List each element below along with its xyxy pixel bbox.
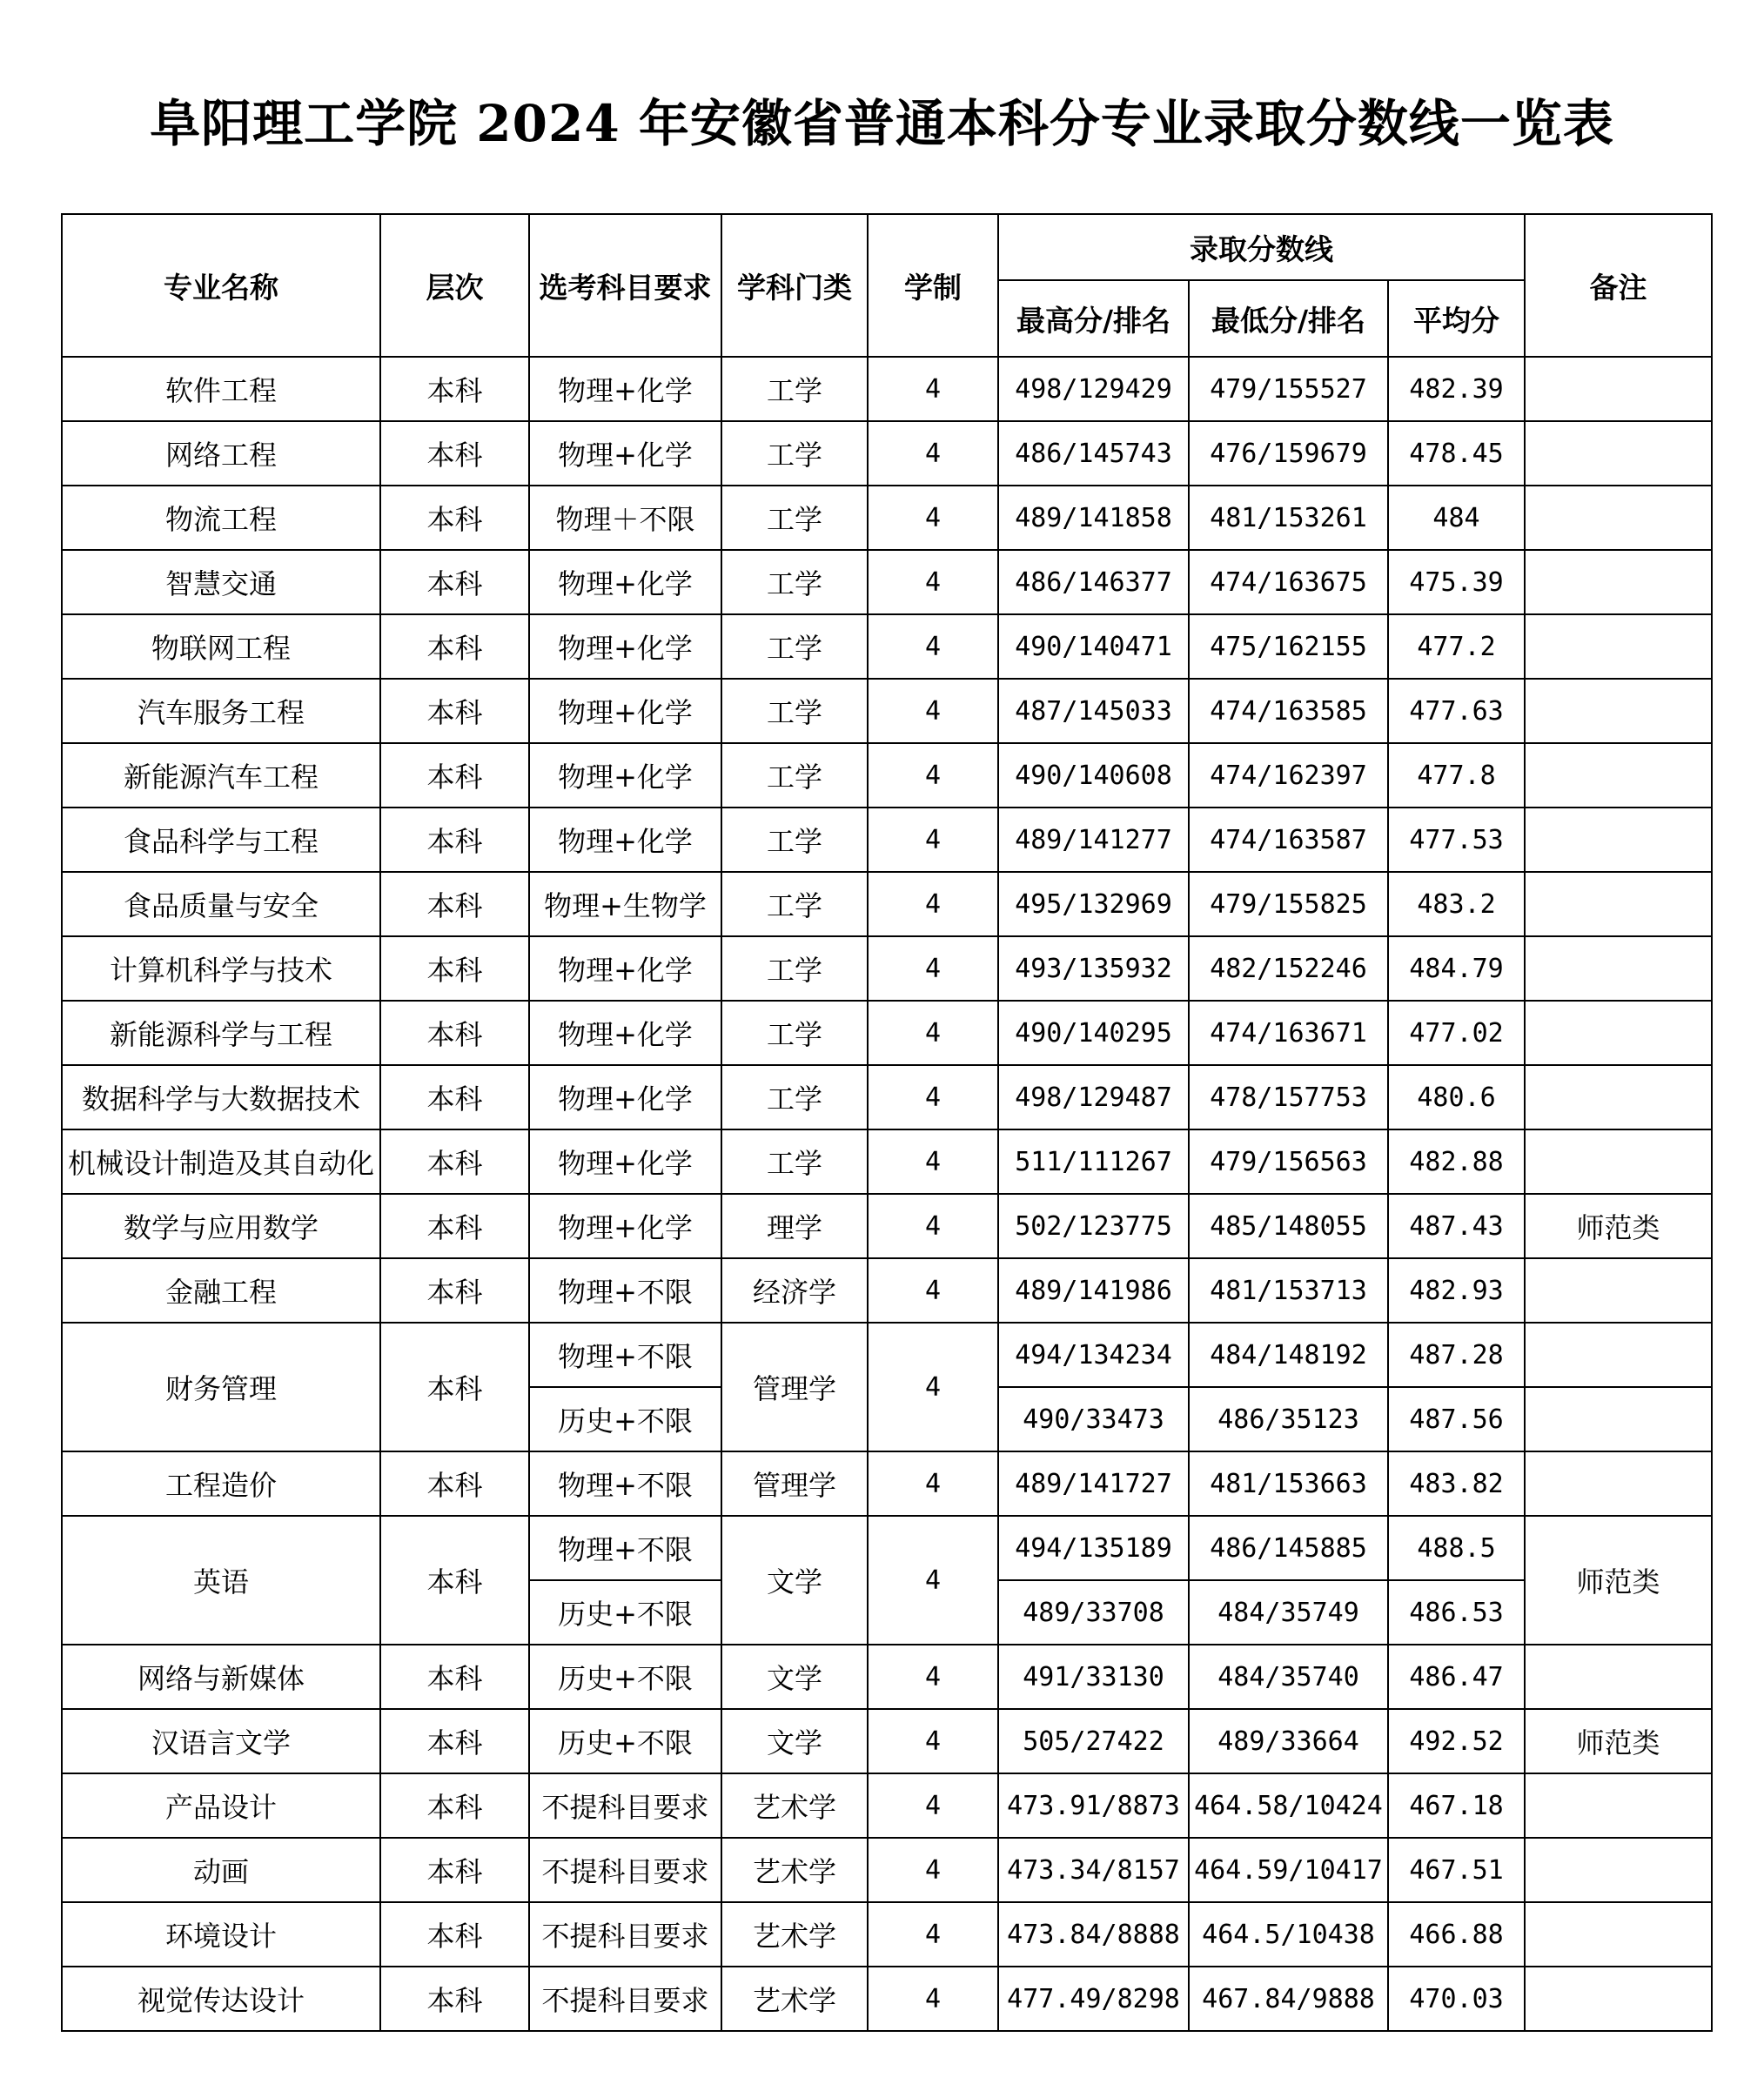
cell-min-score: 476/159679 bbox=[1189, 421, 1388, 486]
cell-category: 工学 bbox=[721, 808, 868, 872]
header-level: 层次 bbox=[380, 214, 529, 357]
cell-subject-requirement: 物理+化学 bbox=[529, 421, 721, 486]
cell-max-score: 477.49/8298 bbox=[998, 1967, 1189, 2031]
cell-duration: 4 bbox=[868, 1001, 998, 1065]
cell-min-score: 478/157753 bbox=[1189, 1065, 1388, 1129]
cell-min-score: 481/153261 bbox=[1189, 486, 1388, 550]
header-score-line: 录取分数线 bbox=[998, 214, 1525, 280]
cell-major: 汽车服务工程 bbox=[62, 679, 380, 743]
cell-subject-requirement: 物理+化学 bbox=[529, 357, 721, 421]
cell-min-score: 479/156563 bbox=[1189, 1129, 1388, 1194]
cell-subject-requirement: 物理＋不限 bbox=[529, 486, 721, 550]
cell-major: 环境设计 bbox=[62, 1902, 380, 1967]
cell-level: 本科 bbox=[380, 1194, 529, 1258]
cell-subject-requirement: 物理+不限 bbox=[529, 1323, 721, 1387]
cell-duration: 4 bbox=[868, 743, 998, 808]
cell-max-score: 473.84/8888 bbox=[998, 1902, 1189, 1967]
cell-min-score: 474/163585 bbox=[1189, 679, 1388, 743]
cell-min-score: 474/162397 bbox=[1189, 743, 1388, 808]
cell-level: 本科 bbox=[380, 1773, 529, 1838]
cell-note bbox=[1525, 808, 1712, 872]
cell-level: 本科 bbox=[380, 1838, 529, 1902]
cell-max-score: 489/141277 bbox=[998, 808, 1189, 872]
cell-max-score: 490/140471 bbox=[998, 614, 1189, 679]
cell-major: 软件工程 bbox=[62, 357, 380, 421]
cell-major: 新能源汽车工程 bbox=[62, 743, 380, 808]
cell-note: 师范类 bbox=[1525, 1709, 1712, 1773]
table-row bbox=[62, 1001, 1712, 1065]
cell-category: 艺术学 bbox=[721, 1902, 868, 1967]
cell-avg-score: 477.8 bbox=[1388, 743, 1525, 808]
header-duration: 学制 bbox=[868, 214, 998, 357]
cell-note bbox=[1525, 1001, 1712, 1065]
header-major: 专业名称 bbox=[62, 214, 380, 357]
cell-duration: 4 bbox=[868, 1645, 998, 1709]
cell-category: 工学 bbox=[721, 357, 868, 421]
cell-level: 本科 bbox=[380, 1065, 529, 1129]
cell-level: 本科 bbox=[380, 679, 529, 743]
cell-category: 工学 bbox=[721, 1001, 868, 1065]
table-row bbox=[62, 1129, 1712, 1194]
cell-duration: 4 bbox=[868, 1065, 998, 1129]
cell-subject-requirement: 物理+化学 bbox=[529, 550, 721, 614]
cell-note bbox=[1525, 1323, 1712, 1387]
header-note: 备注 bbox=[1525, 214, 1712, 357]
cell-min-score: 484/35749 bbox=[1189, 1580, 1388, 1645]
cell-min-score: 475/162155 bbox=[1189, 614, 1388, 679]
cell-level: 本科 bbox=[380, 1516, 529, 1645]
cell-avg-score: 477.2 bbox=[1388, 614, 1525, 679]
cell-note bbox=[1525, 936, 1712, 1001]
cell-min-score: 479/155527 bbox=[1189, 357, 1388, 421]
cell-duration: 4 bbox=[868, 357, 998, 421]
cell-max-score: 498/129487 bbox=[998, 1065, 1189, 1129]
cell-category: 工学 bbox=[721, 614, 868, 679]
cell-note bbox=[1525, 550, 1712, 614]
cell-max-score: 494/135189 bbox=[998, 1516, 1189, 1580]
cell-duration: 4 bbox=[868, 1967, 998, 2031]
cell-avg-score: 478.45 bbox=[1388, 421, 1525, 486]
cell-note bbox=[1525, 357, 1712, 421]
table-row bbox=[62, 679, 1712, 743]
table-body bbox=[62, 357, 1712, 2031]
table-row bbox=[62, 1838, 1712, 1902]
cell-max-score: 494/134234 bbox=[998, 1323, 1189, 1387]
cell-subject-requirement: 物理+化学 bbox=[529, 1129, 721, 1194]
table-row bbox=[62, 1451, 1712, 1516]
cell-subject-requirement: 物理+化学 bbox=[529, 679, 721, 743]
cell-max-score: 490/140295 bbox=[998, 1001, 1189, 1065]
table-row bbox=[62, 1645, 1712, 1709]
cell-max-score: 505/27422 bbox=[998, 1709, 1189, 1773]
cell-level: 本科 bbox=[380, 1129, 529, 1194]
cell-max-score: 498/129429 bbox=[998, 357, 1189, 421]
cell-max-score: 495/132969 bbox=[998, 872, 1189, 936]
cell-min-score: 489/33664 bbox=[1189, 1709, 1388, 1773]
cell-level: 本科 bbox=[380, 1645, 529, 1709]
cell-duration: 4 bbox=[868, 1838, 998, 1902]
cell-subject-requirement: 物理+化学 bbox=[529, 614, 721, 679]
cell-avg-score: 477.63 bbox=[1388, 679, 1525, 743]
cell-max-score: 489/141986 bbox=[998, 1258, 1189, 1323]
cell-subject-requirement: 物理+生物学 bbox=[529, 872, 721, 936]
table-row bbox=[62, 1065, 1712, 1129]
header-max-score: 最高分/排名 bbox=[998, 280, 1189, 357]
table-row bbox=[62, 614, 1712, 679]
cell-major: 数学与应用数学 bbox=[62, 1194, 380, 1258]
cell-category: 文学 bbox=[721, 1645, 868, 1709]
table-row bbox=[62, 936, 1712, 1001]
cell-note bbox=[1525, 1902, 1712, 1967]
cell-category: 管理学 bbox=[721, 1323, 868, 1451]
cell-avg-score: 484.79 bbox=[1388, 936, 1525, 1001]
cell-min-score: 467.84/9888 bbox=[1189, 1967, 1388, 2031]
cell-max-score: 473.91/8873 bbox=[998, 1773, 1189, 1838]
cell-subject-requirement: 物理+化学 bbox=[529, 1001, 721, 1065]
cell-max-score: 490/33473 bbox=[998, 1387, 1189, 1451]
table-row bbox=[62, 1323, 1712, 1387]
header-avg-score: 平均分 bbox=[1388, 280, 1525, 357]
cell-duration: 4 bbox=[868, 1129, 998, 1194]
cell-min-score: 486/145885 bbox=[1189, 1516, 1388, 1580]
cell-duration: 4 bbox=[868, 1194, 998, 1258]
cell-subject-requirement: 物理+不限 bbox=[529, 1516, 721, 1580]
table-row bbox=[62, 1709, 1712, 1773]
cell-avg-score: 487.56 bbox=[1388, 1387, 1525, 1451]
cell-category: 管理学 bbox=[721, 1451, 868, 1516]
cell-min-score: 464.5/10438 bbox=[1189, 1902, 1388, 1967]
cell-min-score: 481/153713 bbox=[1189, 1258, 1388, 1323]
cell-min-score: 482/152246 bbox=[1189, 936, 1388, 1001]
cell-duration: 4 bbox=[868, 872, 998, 936]
cell-level: 本科 bbox=[380, 1967, 529, 2031]
cell-category: 文学 bbox=[721, 1709, 868, 1773]
cell-note: 师范类 bbox=[1525, 1194, 1712, 1258]
table-row bbox=[62, 743, 1712, 808]
cell-major: 机械设计制造及其自动化 bbox=[62, 1129, 380, 1194]
cell-min-score: 464.59/10417 bbox=[1189, 1838, 1388, 1902]
cell-category: 工学 bbox=[721, 936, 868, 1001]
cell-level: 本科 bbox=[380, 1001, 529, 1065]
cell-note bbox=[1525, 1967, 1712, 2031]
cell-min-score: 474/163675 bbox=[1189, 550, 1388, 614]
cell-duration: 4 bbox=[868, 614, 998, 679]
cell-major: 汉语言文学 bbox=[62, 1709, 380, 1773]
cell-subject-requirement: 不提科目要求 bbox=[529, 1773, 721, 1838]
cell-note bbox=[1525, 1065, 1712, 1129]
table-row bbox=[62, 1773, 1712, 1838]
cell-min-score: 481/153663 bbox=[1189, 1451, 1388, 1516]
cell-note bbox=[1525, 614, 1712, 679]
cell-note bbox=[1525, 1773, 1712, 1838]
cell-note bbox=[1525, 1451, 1712, 1516]
cell-avg-score: 483.2 bbox=[1388, 872, 1525, 936]
cell-max-score: 489/141858 bbox=[998, 486, 1189, 550]
cell-category: 工学 bbox=[721, 550, 868, 614]
cell-avg-score: 475.39 bbox=[1388, 550, 1525, 614]
cell-major: 食品科学与工程 bbox=[62, 808, 380, 872]
page-title: 阜阳理工学院 2024 年安徽省普通本科分专业录取分数线一览表 bbox=[150, 94, 1614, 153]
cell-note bbox=[1525, 1645, 1712, 1709]
cell-level: 本科 bbox=[380, 808, 529, 872]
cell-note bbox=[1525, 1258, 1712, 1323]
table-header bbox=[62, 214, 1712, 357]
cell-max-score: 489/141727 bbox=[998, 1451, 1189, 1516]
cell-duration: 4 bbox=[868, 486, 998, 550]
cell-major: 计算机科学与技术 bbox=[62, 936, 380, 1001]
cell-level: 本科 bbox=[380, 743, 529, 808]
cell-duration: 4 bbox=[868, 1516, 998, 1645]
cell-avg-score: 466.88 bbox=[1388, 1902, 1525, 1967]
cell-max-score: 491/33130 bbox=[998, 1645, 1189, 1709]
cell-duration: 4 bbox=[868, 1323, 998, 1451]
cell-level: 本科 bbox=[380, 936, 529, 1001]
cell-subject-requirement: 不提科目要求 bbox=[529, 1967, 721, 2031]
cell-category: 文学 bbox=[721, 1516, 868, 1645]
cell-min-score: 479/155825 bbox=[1189, 872, 1388, 936]
cell-note bbox=[1525, 421, 1712, 486]
table-row bbox=[62, 421, 1712, 486]
cell-major: 财务管理 bbox=[62, 1323, 380, 1451]
cell-duration: 4 bbox=[868, 1709, 998, 1773]
cell-avg-score: 467.18 bbox=[1388, 1773, 1525, 1838]
table-row bbox=[62, 872, 1712, 936]
cell-min-score: 474/163671 bbox=[1189, 1001, 1388, 1065]
cell-major: 物联网工程 bbox=[62, 614, 380, 679]
cell-level: 本科 bbox=[380, 421, 529, 486]
cell-major: 食品质量与安全 bbox=[62, 872, 380, 936]
table-row bbox=[62, 1902, 1712, 1967]
cell-duration: 4 bbox=[868, 1773, 998, 1838]
cell-note bbox=[1525, 1387, 1712, 1451]
cell-major: 金融工程 bbox=[62, 1258, 380, 1323]
cell-level: 本科 bbox=[380, 1902, 529, 1967]
cell-avg-score: 482.93 bbox=[1388, 1258, 1525, 1323]
cell-max-score: 490/140608 bbox=[998, 743, 1189, 808]
cell-avg-score: 487.28 bbox=[1388, 1323, 1525, 1387]
cell-note: 师范类 bbox=[1525, 1516, 1712, 1645]
table-row bbox=[62, 1516, 1712, 1580]
cell-avg-score: 477.53 bbox=[1388, 808, 1525, 872]
cell-avg-score: 492.52 bbox=[1388, 1709, 1525, 1773]
table-row bbox=[62, 486, 1712, 550]
cell-major: 网络工程 bbox=[62, 421, 380, 486]
cell-avg-score: 486.47 bbox=[1388, 1645, 1525, 1709]
cell-avg-score: 477.02 bbox=[1388, 1001, 1525, 1065]
cell-note bbox=[1525, 486, 1712, 550]
cell-category: 工学 bbox=[721, 421, 868, 486]
cell-note bbox=[1525, 743, 1712, 808]
cell-category: 工学 bbox=[721, 1129, 868, 1194]
cell-duration: 4 bbox=[868, 1258, 998, 1323]
cell-subject-requirement: 物理+化学 bbox=[529, 1065, 721, 1129]
cell-major: 网络与新媒体 bbox=[62, 1645, 380, 1709]
cell-subject-requirement: 物理+化学 bbox=[529, 743, 721, 808]
cell-min-score: 485/148055 bbox=[1189, 1194, 1388, 1258]
cell-duration: 4 bbox=[868, 550, 998, 614]
cell-category: 艺术学 bbox=[721, 1773, 868, 1838]
cell-major: 工程造价 bbox=[62, 1451, 380, 1516]
cell-level: 本科 bbox=[380, 357, 529, 421]
cell-category: 艺术学 bbox=[721, 1838, 868, 1902]
cell-major: 新能源科学与工程 bbox=[62, 1001, 380, 1065]
cell-avg-score: 487.43 bbox=[1388, 1194, 1525, 1258]
cell-subject-requirement: 物理+化学 bbox=[529, 808, 721, 872]
header-category: 学科门类 bbox=[721, 214, 868, 357]
cell-major: 动画 bbox=[62, 1838, 380, 1902]
table-row bbox=[62, 808, 1712, 872]
header-subject-requirement: 选考科目要求 bbox=[529, 214, 721, 357]
table-row bbox=[62, 1194, 1712, 1258]
cell-category: 经济学 bbox=[721, 1258, 868, 1323]
cell-note bbox=[1525, 679, 1712, 743]
table-row bbox=[62, 1967, 1712, 2031]
cell-major: 智慧交通 bbox=[62, 550, 380, 614]
cell-duration: 4 bbox=[868, 1902, 998, 1967]
cell-level: 本科 bbox=[380, 486, 529, 550]
cell-level: 本科 bbox=[380, 1709, 529, 1773]
cell-subject-requirement: 物理+化学 bbox=[529, 936, 721, 1001]
cell-max-score: 511/111267 bbox=[998, 1129, 1189, 1194]
cell-major: 数据科学与大数据技术 bbox=[62, 1065, 380, 1129]
cell-duration: 4 bbox=[868, 1451, 998, 1516]
cell-avg-score: 486.53 bbox=[1388, 1580, 1525, 1645]
cell-max-score: 473.34/8157 bbox=[998, 1838, 1189, 1902]
cell-level: 本科 bbox=[380, 1323, 529, 1451]
cell-note bbox=[1525, 872, 1712, 936]
cell-max-score: 489/33708 bbox=[998, 1580, 1189, 1645]
cell-category: 工学 bbox=[721, 872, 868, 936]
cell-avg-score: 484 bbox=[1388, 486, 1525, 550]
table-row bbox=[62, 357, 1712, 421]
cell-category: 工学 bbox=[721, 743, 868, 808]
cell-duration: 4 bbox=[868, 421, 998, 486]
cell-duration: 4 bbox=[868, 808, 998, 872]
cell-major: 产品设计 bbox=[62, 1773, 380, 1838]
cell-subject-requirement: 历史+不限 bbox=[529, 1387, 721, 1451]
cell-level: 本科 bbox=[380, 550, 529, 614]
cell-category: 艺术学 bbox=[721, 1967, 868, 2031]
cell-subject-requirement: 历史+不限 bbox=[529, 1645, 721, 1709]
cell-duration: 4 bbox=[868, 936, 998, 1001]
cell-major: 物流工程 bbox=[62, 486, 380, 550]
cell-min-score: 486/35123 bbox=[1189, 1387, 1388, 1451]
cell-max-score: 493/135932 bbox=[998, 936, 1189, 1001]
cell-subject-requirement: 物理+不限 bbox=[529, 1258, 721, 1323]
header-min-score: 最低分/排名 bbox=[1189, 280, 1388, 357]
admission-score-table bbox=[61, 213, 1713, 2032]
cell-max-score: 486/146377 bbox=[998, 550, 1189, 614]
cell-note bbox=[1525, 1129, 1712, 1194]
cell-avg-score: 482.88 bbox=[1388, 1129, 1525, 1194]
cell-category: 工学 bbox=[721, 1065, 868, 1129]
cell-min-score: 484/148192 bbox=[1189, 1323, 1388, 1387]
cell-category: 工学 bbox=[721, 679, 868, 743]
cell-avg-score: 470.03 bbox=[1388, 1967, 1525, 2031]
cell-min-score: 484/35740 bbox=[1189, 1645, 1388, 1709]
cell-category: 理学 bbox=[721, 1194, 868, 1258]
cell-subject-requirement: 不提科目要求 bbox=[529, 1902, 721, 1967]
cell-level: 本科 bbox=[380, 614, 529, 679]
cell-major: 英语 bbox=[62, 1516, 380, 1645]
cell-level: 本科 bbox=[380, 1451, 529, 1516]
cell-subject-requirement: 历史+不限 bbox=[529, 1580, 721, 1645]
cell-duration: 4 bbox=[868, 679, 998, 743]
cell-max-score: 486/145743 bbox=[998, 421, 1189, 486]
cell-max-score: 487/145033 bbox=[998, 679, 1189, 743]
cell-min-score: 464.58/10424 bbox=[1189, 1773, 1388, 1838]
cell-major: 视觉传达设计 bbox=[62, 1967, 380, 2031]
table-row bbox=[62, 550, 1712, 614]
table-row bbox=[62, 1258, 1712, 1323]
cell-level: 本科 bbox=[380, 872, 529, 936]
cell-max-score: 502/123775 bbox=[998, 1194, 1189, 1258]
cell-min-score: 474/163587 bbox=[1189, 808, 1388, 872]
cell-avg-score: 482.39 bbox=[1388, 357, 1525, 421]
cell-avg-score: 480.6 bbox=[1388, 1065, 1525, 1129]
cell-note bbox=[1525, 1838, 1712, 1902]
cell-subject-requirement: 历史+不限 bbox=[529, 1709, 721, 1773]
cell-subject-requirement: 物理+不限 bbox=[529, 1451, 721, 1516]
cell-avg-score: 483.82 bbox=[1388, 1451, 1525, 1516]
cell-avg-score: 467.51 bbox=[1388, 1838, 1525, 1902]
cell-level: 本科 bbox=[380, 1258, 529, 1323]
cell-subject-requirement: 物理+化学 bbox=[529, 1194, 721, 1258]
cell-avg-score: 488.5 bbox=[1388, 1516, 1525, 1580]
cell-subject-requirement: 不提科目要求 bbox=[529, 1838, 721, 1902]
cell-category: 工学 bbox=[721, 486, 868, 550]
